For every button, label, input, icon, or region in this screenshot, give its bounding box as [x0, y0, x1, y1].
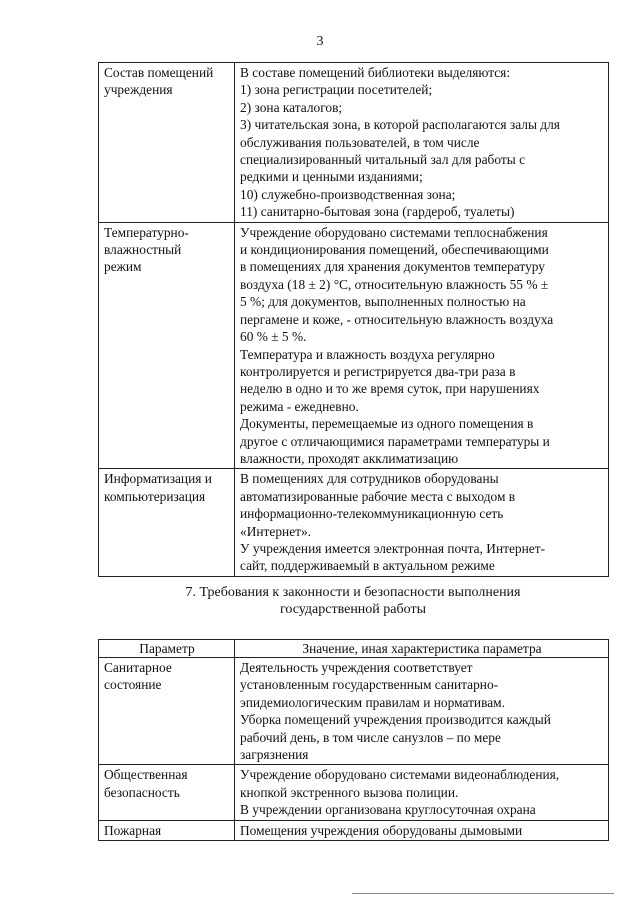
- text-line: В помещениях для сотрудников оборудованы: [240, 471, 499, 487]
- table-row: [99, 222, 609, 469]
- text-line: воздуха (18 ± 2) °С, относительную влажность 55 % ±: [240, 276, 549, 292]
- text-line: 60 % ± 5 %.: [240, 329, 307, 345]
- text-line: сайт, поддерживаемый в актуальном режиме: [240, 558, 495, 574]
- text-line: В учреждении организована круглосуточная охрана: [240, 802, 536, 818]
- text-line: Температурно-: [104, 224, 189, 240]
- text-line: Учреждение оборудовано системами теплоснабжения: [240, 224, 548, 240]
- text-line: эпидемиологическим правилам и нормативам.: [240, 694, 505, 710]
- text-line: в помещениях для хранения документов температуру: [240, 259, 545, 275]
- text-line: 10) служебно-производственная зона;: [240, 186, 456, 202]
- text-line: 11) санитарно-бытовая зона (гардероб, туалеты): [240, 204, 515, 220]
- section-7-heading-line-1: 7. Требования к законности и безопасности выполнения: [185, 585, 521, 600]
- text-line: и кондиционирования помещений, обеспечивающими: [240, 242, 549, 258]
- text-line: влажности, проходят акклиматизацию: [240, 450, 459, 466]
- text-line: Пожарная: [104, 822, 162, 838]
- text-line: влажностный: [104, 242, 182, 258]
- param-cell: [99, 820, 235, 840]
- text-line: «Интернет».: [240, 523, 312, 539]
- section-7-heading: [98, 584, 608, 618]
- text-line: установленным государственным санитарно-: [240, 677, 499, 693]
- text-line: Деятельность учреждения соответствует: [240, 660, 473, 675]
- text-line: 5 %; для документов, выполненных полностью на: [240, 294, 526, 310]
- library-parameters-table: [98, 62, 609, 577]
- text-line: У учреждения имеется электронная почта, Интернет-: [240, 540, 546, 556]
- param-cell: [99, 658, 235, 765]
- text-line: автоматизированные рабочие места с выходом в: [240, 488, 516, 504]
- param-cell: [99, 222, 235, 469]
- text-line: неделю в одно и то же время суток, при нарушениях: [240, 381, 540, 397]
- text-line: редкими и ценными изданиями;: [240, 169, 423, 185]
- value-cell: [235, 63, 609, 223]
- text-line: учреждения: [104, 82, 173, 98]
- text-line: кнопкой экстренного вызова полиции.: [240, 784, 459, 800]
- text-line: контролируется и регистрируется два-три раза в: [240, 363, 516, 379]
- text-line: другое с отличающимися параметрами температуры и: [240, 433, 550, 449]
- text-line: специализированный читальный зал для работы с: [240, 152, 526, 168]
- text-line: безопасность: [104, 784, 180, 800]
- text-line: В составе помещений библиотеки выделяются:: [240, 65, 511, 80]
- table-header-row: [99, 640, 609, 658]
- text-line: Состав помещений: [104, 65, 214, 80]
- page-number: 3: [316, 34, 324, 49]
- text-line: состояние: [104, 677, 162, 693]
- text-line: режима - ежедневно.: [240, 398, 359, 414]
- table-row: [99, 658, 609, 765]
- param-cell: [99, 469, 235, 576]
- text-line: режим: [104, 259, 142, 275]
- text-line: рабочий день, в том числе санузлов – по мере: [240, 729, 501, 745]
- table-row: [99, 765, 609, 820]
- text-line: загрязнения: [240, 747, 309, 763]
- text-line: Документы, перемещаемые из одного помещения в: [240, 416, 534, 432]
- section-7-heading-line-2: государственной работы: [280, 602, 426, 617]
- text-line: информационно-телекоммуникационную сеть: [240, 506, 504, 522]
- param-cell: [99, 765, 235, 820]
- text-line: Помещения учреждения оборудованы дымовыми: [240, 822, 523, 838]
- text-line: Санитарное: [104, 660, 172, 675]
- value-cell: [235, 222, 609, 469]
- text-line: компьютеризация: [104, 488, 206, 504]
- table-row: [99, 63, 609, 223]
- text-line: Информатизация и: [104, 471, 212, 487]
- value-cell: [235, 658, 609, 765]
- text-line: Температура и влажность воздуха регулярно: [240, 346, 495, 362]
- text-line: 2) зона каталогов;: [240, 99, 343, 115]
- text-line: пергамене и коже, - относительную влажность воздуха: [240, 311, 554, 327]
- value-cell: [235, 469, 609, 576]
- page-edge-line: [352, 893, 614, 894]
- safety-requirements-table: [98, 639, 609, 841]
- param-cell: [99, 63, 235, 223]
- header-param: Параметр: [99, 640, 235, 658]
- text-line: 3) читательская зона, в которой располагаются залы для: [240, 117, 560, 133]
- header-value: Значение, иная характеристика параметра: [235, 640, 609, 658]
- table-row: [99, 469, 609, 576]
- table-row: [99, 820, 609, 840]
- value-cell: [235, 820, 609, 840]
- text-line: Уборка помещений учреждения производится каждый: [240, 712, 551, 728]
- text-line: Учреждение оборудовано системами видеонаблюдения,: [240, 767, 560, 783]
- text-line: 1) зона регистрации посетителей;: [240, 82, 433, 98]
- text-line: Общественная: [104, 767, 188, 783]
- text-line: обслуживания пользователей, в том числе: [240, 134, 480, 150]
- value-cell: [235, 765, 609, 820]
